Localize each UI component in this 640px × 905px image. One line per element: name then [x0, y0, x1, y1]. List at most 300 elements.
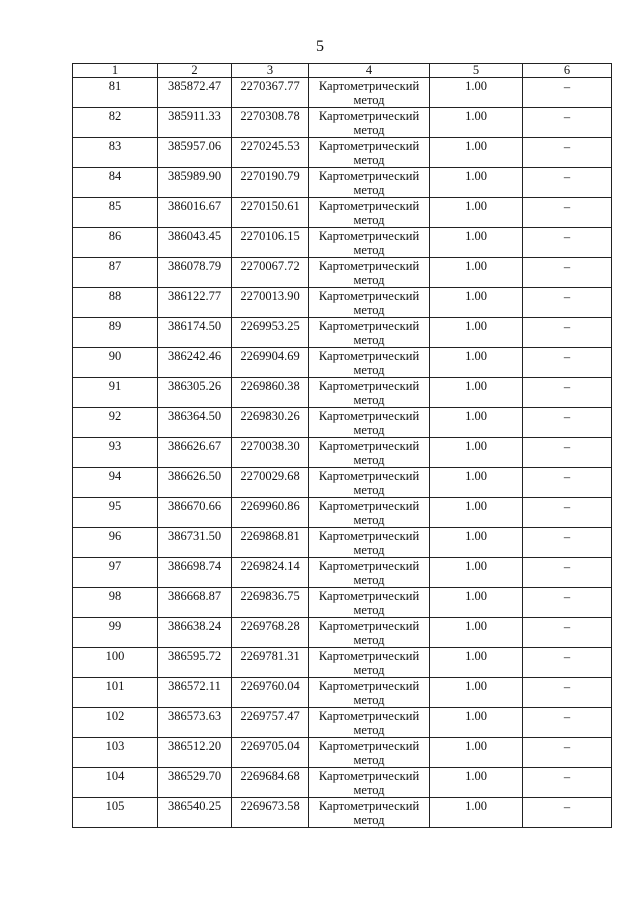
y-coordinate-text: 2269705.04 [240, 739, 300, 753]
method-text-line2: метод [353, 213, 385, 227]
x-coordinate-cell [158, 468, 232, 498]
y-coordinate-cell [232, 768, 309, 798]
note-text: – [563, 680, 571, 694]
accuracy-text: 1.00 [465, 529, 487, 543]
y-coordinate-text: 2269830.26 [240, 409, 300, 423]
accuracy-text: 1.00 [465, 559, 487, 573]
method-text-line2: метод [353, 693, 385, 707]
x-coordinate-text: 386572.11 [168, 679, 221, 693]
table-row [73, 348, 612, 378]
point-number-cell [73, 588, 158, 618]
table-row [73, 438, 612, 468]
accuracy-text: 1.00 [465, 679, 487, 693]
note-cell [523, 288, 612, 318]
accuracy-cell [430, 408, 523, 438]
accuracy-cell [430, 78, 523, 108]
accuracy-text: 1.00 [465, 139, 487, 153]
note-text: – [563, 560, 571, 574]
y-coordinate-text: 2270245.53 [240, 139, 300, 153]
method-text-line2: метод [353, 273, 385, 287]
y-coordinate-cell [232, 798, 309, 828]
point-number-text: 102 [105, 709, 125, 723]
method-text-line2: метод [353, 183, 385, 197]
method-cell [309, 198, 430, 228]
y-coordinate-text: 2269684.68 [240, 769, 300, 783]
x-coordinate-cell [158, 498, 232, 528]
point-number-cell [73, 378, 158, 408]
point-number-cell [73, 618, 158, 648]
table-row [73, 168, 612, 198]
method-cell [309, 318, 430, 348]
point-number-cell [73, 138, 158, 168]
y-coordinate-cell [232, 738, 309, 768]
method-text-line1: Картометрический [318, 139, 420, 153]
y-coordinate-cell [232, 78, 309, 108]
point-number-text: 101 [105, 679, 125, 693]
note-text: – [563, 590, 571, 604]
note-cell [523, 738, 612, 768]
y-coordinate-cell [232, 408, 309, 438]
accuracy-cell [430, 138, 523, 168]
table-header-row [73, 64, 612, 78]
table-row [73, 798, 612, 828]
method-text-line2: метод [353, 93, 385, 107]
y-coordinate-text: 2269904.69 [240, 349, 300, 363]
accuracy-cell [430, 498, 523, 528]
point-number-cell [73, 348, 158, 378]
column-header: 5 [430, 64, 523, 78]
accuracy-cell [430, 648, 523, 678]
method-text-line2: метод [353, 723, 385, 737]
method-cell [309, 498, 430, 528]
method-cell [309, 558, 430, 588]
method-cell [309, 348, 430, 378]
table-row [73, 648, 612, 678]
method-text-line1: Картометрический [318, 619, 420, 633]
x-coordinate-text: 386364.50 [167, 409, 222, 423]
method-text-line2: метод [353, 783, 385, 797]
point-number-text: 105 [105, 799, 125, 813]
x-coordinate-text: 386626.50 [167, 469, 222, 483]
x-coordinate-text: 386668.87 [167, 589, 222, 603]
accuracy-cell [430, 798, 523, 828]
accuracy-text: 1.00 [465, 649, 487, 663]
note-text: – [563, 800, 571, 814]
accuracy-cell [430, 288, 523, 318]
accuracy-text: 1.00 [465, 319, 487, 333]
y-coordinate-cell [232, 318, 309, 348]
accuracy-cell [430, 588, 523, 618]
point-number-cell [73, 438, 158, 468]
note-cell [523, 468, 612, 498]
y-coordinate-text: 2270029.68 [240, 469, 300, 483]
x-coordinate-text: 386512.20 [167, 739, 222, 753]
accuracy-text: 1.00 [465, 109, 487, 123]
method-text-line1: Картометрический [318, 739, 420, 753]
x-coordinate-text: 386529.70 [167, 769, 222, 783]
note-text: – [563, 290, 571, 304]
y-coordinate-text: 2269673.58 [240, 799, 300, 813]
note-text: – [563, 380, 571, 394]
x-coordinate-cell [158, 768, 232, 798]
accuracy-cell [430, 558, 523, 588]
note-text: – [563, 350, 571, 364]
accuracy-cell [430, 258, 523, 288]
table-row [73, 228, 612, 258]
x-coordinate-cell [158, 588, 232, 618]
x-coordinate-cell [158, 648, 232, 678]
method-cell [309, 438, 430, 468]
column-header: 4 [309, 64, 430, 78]
note-cell [523, 258, 612, 288]
point-number-cell [73, 198, 158, 228]
x-coordinate-text: 386174.50 [167, 319, 222, 333]
table-row [73, 768, 612, 798]
point-number-cell [73, 738, 158, 768]
table-row [73, 408, 612, 438]
x-coordinate-cell [158, 558, 232, 588]
x-coordinate-text: 386638.24 [167, 619, 222, 633]
method-cell [309, 528, 430, 558]
y-coordinate-cell [232, 618, 309, 648]
note-text: – [563, 530, 571, 544]
accuracy-cell [430, 168, 523, 198]
x-coordinate-cell [158, 138, 232, 168]
y-coordinate-text: 2269960.86 [240, 499, 300, 513]
accuracy-text: 1.00 [465, 739, 487, 753]
point-number-text: 104 [105, 769, 125, 783]
table-row [73, 138, 612, 168]
column-header: 1 [73, 64, 158, 78]
table-row [73, 738, 612, 768]
table-row [73, 288, 612, 318]
y-coordinate-cell [232, 678, 309, 708]
x-coordinate-text: 386595.72 [167, 649, 222, 663]
note-text: – [563, 740, 571, 754]
method-text-line2: метод [353, 453, 385, 467]
x-coordinate-text: 386078.79 [167, 259, 222, 273]
method-cell [309, 798, 430, 828]
y-coordinate-cell [232, 108, 309, 138]
method-text-line1: Картометрический [318, 679, 420, 693]
accuracy-cell [430, 318, 523, 348]
method-text-line1: Картометрический [318, 709, 420, 723]
y-coordinate-cell [232, 138, 309, 168]
y-coordinate-text: 2270067.72 [240, 259, 300, 273]
table-row [73, 708, 612, 738]
accuracy-text: 1.00 [465, 499, 487, 513]
accuracy-text: 1.00 [465, 769, 487, 783]
y-coordinate-text: 2269836.75 [240, 589, 300, 603]
accuracy-cell [430, 378, 523, 408]
accuracy-cell [430, 768, 523, 798]
accuracy-text: 1.00 [465, 469, 487, 483]
note-cell [523, 168, 612, 198]
accuracy-cell [430, 438, 523, 468]
x-coordinate-cell [158, 228, 232, 258]
accuracy-text: 1.00 [465, 799, 487, 813]
x-coordinate-cell [158, 288, 232, 318]
method-text-line1: Картометрический [318, 199, 420, 213]
point-number-text: 85 [108, 199, 122, 213]
note-text: – [563, 410, 571, 424]
method-text-line2: метод [353, 483, 385, 497]
point-number-cell [73, 78, 158, 108]
x-coordinate-cell [158, 678, 232, 708]
y-coordinate-text: 2270190.79 [240, 169, 300, 183]
note-cell [523, 498, 612, 528]
accuracy-text: 1.00 [465, 619, 487, 633]
x-coordinate-cell [158, 798, 232, 828]
note-cell [523, 78, 612, 108]
note-cell [523, 348, 612, 378]
x-coordinate-cell [158, 348, 232, 378]
x-coordinate-text: 386731.50 [167, 529, 222, 543]
note-cell [523, 588, 612, 618]
point-number-text: 98 [108, 589, 122, 603]
x-coordinate-text: 385911.33 [168, 109, 221, 123]
method-text-line2: метод [353, 333, 385, 347]
y-coordinate-cell [232, 288, 309, 318]
note-cell [523, 528, 612, 558]
method-text-line1: Картометрический [318, 409, 420, 423]
y-coordinate-text: 2270038.30 [240, 439, 300, 453]
note-cell [523, 408, 612, 438]
point-number-text: 88 [108, 289, 122, 303]
method-cell [309, 78, 430, 108]
method-text-line2: метод [353, 153, 385, 167]
point-number-text: 93 [108, 439, 122, 453]
method-text-line2: метод [353, 513, 385, 527]
method-text-line2: метод [353, 633, 385, 647]
table-row [73, 378, 612, 408]
point-number-text: 103 [105, 739, 125, 753]
y-coordinate-cell [232, 168, 309, 198]
y-coordinate-text: 2269868.81 [240, 529, 300, 543]
x-coordinate-text: 385989.90 [167, 169, 222, 183]
y-coordinate-cell [232, 198, 309, 228]
x-coordinate-text: 386043.45 [167, 229, 222, 243]
method-cell [309, 258, 430, 288]
y-coordinate-text: 2269860.38 [240, 379, 300, 393]
x-coordinate-cell [158, 318, 232, 348]
method-text-line2: метод [353, 753, 385, 767]
method-text-line2: метод [353, 303, 385, 317]
x-coordinate-cell [158, 438, 232, 468]
point-number-cell [73, 498, 158, 528]
accuracy-cell [430, 108, 523, 138]
y-coordinate-cell [232, 558, 309, 588]
note-cell [523, 798, 612, 828]
accuracy-cell [430, 678, 523, 708]
method-cell [309, 768, 430, 798]
method-text-line2: метод [353, 573, 385, 587]
note-cell [523, 648, 612, 678]
x-coordinate-text: 386573.63 [167, 709, 222, 723]
method-text-line1: Картометрический [318, 559, 420, 573]
note-text: – [563, 110, 571, 124]
note-text: – [563, 170, 571, 184]
accuracy-text: 1.00 [465, 79, 487, 93]
method-text-line2: метод [353, 423, 385, 437]
note-cell [523, 558, 612, 588]
point-number-cell [73, 228, 158, 258]
y-coordinate-text: 2270013.90 [240, 289, 300, 303]
y-coordinate-cell [232, 708, 309, 738]
point-number-cell [73, 468, 158, 498]
point-number-text: 84 [108, 169, 122, 183]
accuracy-text: 1.00 [465, 229, 487, 243]
point-number-text: 87 [108, 259, 122, 273]
table-row [73, 78, 612, 108]
point-number-cell [73, 258, 158, 288]
method-cell [309, 168, 430, 198]
method-text-line1: Картометрический [318, 799, 420, 813]
point-number-cell [73, 288, 158, 318]
method-text-line1: Картометрический [318, 529, 420, 543]
y-coordinate-text: 2270106.15 [240, 229, 300, 243]
note-cell [523, 678, 612, 708]
point-number-text: 100 [105, 649, 125, 663]
point-number-text: 97 [108, 559, 122, 573]
x-coordinate-text: 386122.77 [167, 289, 222, 303]
note-text: – [563, 470, 571, 484]
x-coordinate-text: 385957.06 [167, 139, 222, 153]
method-text-line1: Картометрический [318, 379, 420, 393]
method-text-line1: Картометрический [318, 229, 420, 243]
accuracy-text: 1.00 [465, 259, 487, 273]
note-cell [523, 198, 612, 228]
note-cell [523, 438, 612, 468]
x-coordinate-cell [158, 108, 232, 138]
accuracy-cell [430, 228, 523, 258]
method-text-line1: Картометрический [318, 259, 420, 273]
coordinates-table [72, 63, 612, 828]
x-coordinate-cell [158, 408, 232, 438]
point-number-cell [73, 648, 158, 678]
y-coordinate-text: 2270367.77 [240, 79, 300, 93]
y-coordinate-cell [232, 228, 309, 258]
accuracy-text: 1.00 [465, 289, 487, 303]
column-header: 6 [523, 64, 612, 78]
y-coordinate-cell [232, 648, 309, 678]
method-cell [309, 468, 430, 498]
table-row [73, 558, 612, 588]
table-row [73, 618, 612, 648]
note-cell [523, 318, 612, 348]
method-cell [309, 618, 430, 648]
method-text-line2: метод [353, 603, 385, 617]
method-text-line1: Картометрический [318, 289, 420, 303]
method-text-line1: Картометрический [318, 769, 420, 783]
method-text-line2: метод [353, 813, 385, 827]
note-cell [523, 228, 612, 258]
x-coordinate-cell [158, 618, 232, 648]
accuracy-text: 1.00 [465, 709, 487, 723]
method-cell [309, 228, 430, 258]
note-text: – [563, 320, 571, 334]
method-text-line2: метод [353, 363, 385, 377]
accuracy-cell [430, 618, 523, 648]
accuracy-text: 1.00 [465, 409, 487, 423]
note-text: – [563, 620, 571, 634]
method-cell [309, 588, 430, 618]
method-cell [309, 708, 430, 738]
accuracy-text: 1.00 [465, 199, 487, 213]
note-cell [523, 138, 612, 168]
y-coordinate-cell [232, 588, 309, 618]
note-cell [523, 618, 612, 648]
point-number-text: 94 [108, 469, 122, 483]
method-text-line1: Картометрический [318, 589, 420, 603]
y-coordinate-cell [232, 258, 309, 288]
x-coordinate-cell [158, 78, 232, 108]
x-coordinate-text: 386698.74 [167, 559, 222, 573]
x-coordinate-text: 386626.67 [167, 439, 222, 453]
table-row [73, 318, 612, 348]
note-text: – [563, 710, 571, 724]
method-cell [309, 678, 430, 708]
method-text-line2: метод [353, 123, 385, 137]
method-cell [309, 108, 430, 138]
point-number-cell [73, 408, 158, 438]
y-coordinate-text: 2270308.78 [240, 109, 300, 123]
table-row [73, 498, 612, 528]
x-coordinate-text: 386540.25 [167, 799, 222, 813]
page-number: 5 [316, 38, 324, 55]
x-coordinate-text: 386016.67 [167, 199, 222, 213]
point-number-cell [73, 558, 158, 588]
method-text-line1: Картометрический [318, 169, 420, 183]
accuracy-text: 1.00 [465, 349, 487, 363]
x-coordinate-text: 386670.66 [167, 499, 222, 513]
y-coordinate-cell [232, 378, 309, 408]
point-number-text: 82 [108, 109, 122, 123]
method-text-line1: Картометрический [318, 109, 420, 123]
point-number-cell [73, 798, 158, 828]
method-cell [309, 648, 430, 678]
accuracy-cell [430, 198, 523, 228]
note-text: – [563, 80, 571, 94]
note-cell [523, 708, 612, 738]
x-coordinate-cell [158, 378, 232, 408]
note-cell [523, 768, 612, 798]
point-number-cell [73, 678, 158, 708]
note-text: – [563, 650, 571, 664]
method-cell [309, 408, 430, 438]
point-number-cell [73, 108, 158, 138]
point-number-text: 86 [108, 229, 122, 243]
method-text-line1: Картометрический [318, 649, 420, 663]
table-row [73, 588, 612, 618]
table-row [73, 198, 612, 228]
y-coordinate-text: 2269781.31 [240, 649, 300, 663]
y-coordinate-cell [232, 498, 309, 528]
point-number-text: 91 [108, 379, 122, 393]
accuracy-cell [430, 468, 523, 498]
accuracy-cell [430, 708, 523, 738]
column-header: 3 [232, 64, 309, 78]
method-cell [309, 138, 430, 168]
point-number-cell [73, 528, 158, 558]
table-row [73, 678, 612, 708]
y-coordinate-cell [232, 468, 309, 498]
y-coordinate-text: 2270150.61 [240, 199, 300, 213]
x-coordinate-cell [158, 708, 232, 738]
method-text-line1: Картометрический [318, 349, 420, 363]
note-cell [523, 378, 612, 408]
method-text-line1: Картометрический [318, 439, 420, 453]
